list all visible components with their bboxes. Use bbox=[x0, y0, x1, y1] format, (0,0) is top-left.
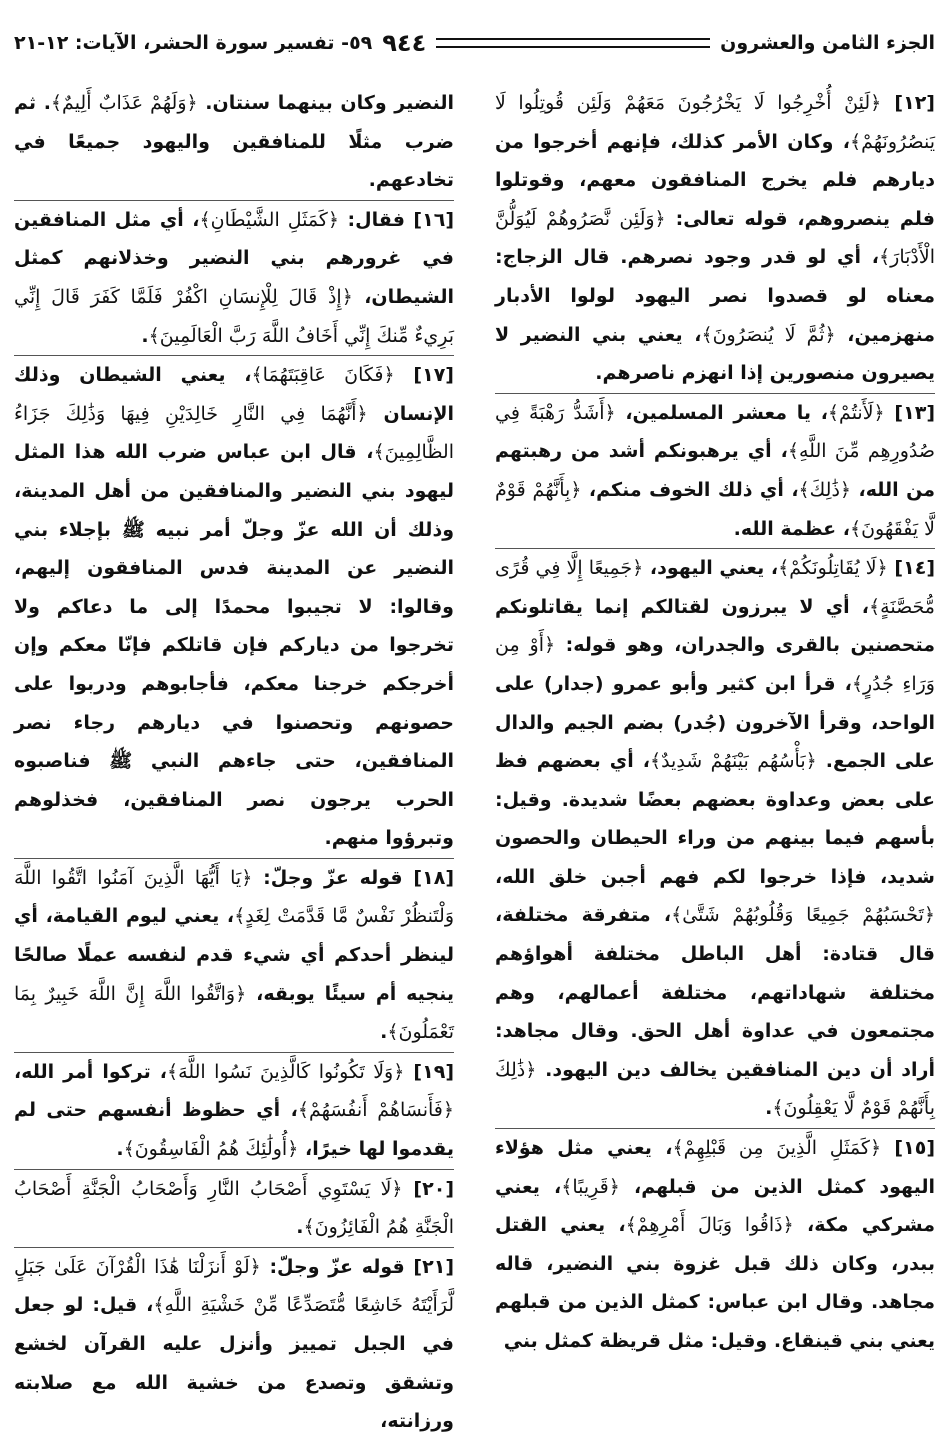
quran-verse: ﴿ثُمَّ لَا يُنصَرُونَ﴾ bbox=[701, 323, 836, 346]
surah-info: ٥٩- تفسير سورة الحشر، الآيات: ١٢-٢١ bbox=[14, 32, 373, 54]
quran-verse: ﴿أُولَٰئِكَ هُمُ الْفَاسِقُونَ﴾ bbox=[123, 1138, 299, 1161]
quran-verse: ﴿يَا أَيُّهَا الَّذِينَ آمَنُوا اتَّقُوا اللَّهَ وَلْتَنظُرْ نَفْسٌ مَّا قَدَّمَتْ لِغَدٍ﴾ bbox=[14, 866, 454, 928]
quran-verse: ﴿ذَٰلِكَ بِأَنَّهُمْ قَوْمٌ لَّا يَعْقِلُونَ﴾ bbox=[495, 1058, 935, 1120]
quran-verse: ﴿ذَٰلِكَ﴾ bbox=[798, 478, 852, 501]
quran-verse: ﴿وَلَهُمْ عَذَابٌ أَلِيمٌ﴾ bbox=[50, 92, 198, 114]
quran-verse: ﴿كَمَثَلِ الشَّيْطَانِ﴾ bbox=[199, 208, 339, 231]
quran-verse: ﴿جَمِيعًا إِلَّا فِي قُرًى مُّحَصَّنَةٍ﴾ bbox=[495, 557, 935, 618]
commentary-paragraph: [١٣] ﴿لَأَنتُمْ﴾، يا معشر المسلمين، ﴿أَشَدُّ رَهْبَةً فِي صُدُورِهِم مِّنَ اللَّهِ﴾، أي يرهبونكم أشد من رهبتهم من الله، ﴿ذَٰلِكَ﴾، أي ذلك الخوف منكم، ﴿بِأَنَّهُمْ قَوْمٌ لَّا يَفْقَهُونَ﴾، عظمة الله. bbox=[495, 393, 935, 548]
commentary-paragraph: [٢٠] ﴿لَا يَسْتَوِي أَصْحَابُ النَّارِ وَأَصْحَابُ الْجَنَّةِ أَصْحَابُ الْجَنَّةِ هُمُ الْفَائِزُونَ﴾. bbox=[14, 1169, 454, 1247]
quran-verse: ﴿وَاتَّقُوا اللَّهَ إِنَّ اللَّهَ خَبِيرٌ بِمَا تَعْمَلُونَ﴾ bbox=[14, 982, 454, 1044]
quran-verse: ﴿بِأَنَّهُمْ قَوْمٌ لَّا يَفْقَهُونَ﴾ bbox=[495, 478, 935, 540]
quran-verse: ﴿لَأَنتُمْ﴾ bbox=[827, 401, 885, 424]
quran-verse: ﴿لَوْ أَنزَلْنَا هَٰذَا الْقُرْآنَ عَلَىٰ جَبَلٍ لَّرَأَيْتَهُ خَاشِعًا مُّتَصَدِّعًا مِّنْ خَشْيَةِ اللَّهِ﴾ bbox=[14, 1255, 454, 1317]
page-number: ٩٤٤ bbox=[382, 29, 427, 57]
juz-title: الجزء الثامن والعشرون bbox=[720, 32, 935, 54]
quran-verse: ﴿لَا يُقَاتِلُونَكُمْ﴾ bbox=[778, 557, 888, 580]
quran-verse: ﴿أَوْ مِن وَرَاءِ جُدُرٍ﴾ bbox=[495, 634, 935, 695]
commentary-paragraph: النضير وكان بينهما سنتان. ﴿وَلَهُمْ عَذَابٌ أَلِيمٌ﴾. ثم ضرب مثلًا للمنافقين واليهود جميعًا في تخادعهم. bbox=[14, 92, 454, 192]
quran-verse: ﴿لَئِنْ أُخْرِجُوا لَا يَخْرُجُونَ مَعَهُمْ وَلَئِن قُوتِلُوا لَا يَنصُرُونَهُمْ﴾ bbox=[495, 92, 935, 153]
quran-verse: ﴿أَنَّهُمَا فِي النَّارِ خَالِدَيْنِ فِيهَا وَذَٰلِكَ جَزَاءُ الظَّالِمِينَ﴾ bbox=[14, 402, 454, 464]
commentary-paragraph: [٢١] قوله عزّ وجلّ: ﴿لَوْ أَنزَلْنَا هَٰذَا الْقُرْآنَ عَلَىٰ جَبَلٍ لَّرَأَيْتَهُ خَاشِعًا مُّتَصَدِّعًا مِّنْ خَشْيَةِ اللَّهِ﴾، قيل: لو جعل في الجبل تمييز وأنزل عليه القرآن لخشع وتشقق وتصدع من خشية الله مع صلابته ورزانته، bbox=[14, 1247, 454, 1441]
quran-verse: ﴿وَلَئِن نَّصَرُوهُمْ لَيُوَلُّنَّ الْأَدْبَارَ﴾ bbox=[495, 207, 935, 269]
left-text-column bbox=[14, 84, 455, 1433]
quran-verse: ﴿قَرِيبًا﴾ bbox=[561, 1175, 620, 1198]
quran-verse: ﴿لَا يَسْتَوِي أَصْحَابُ النَّارِ وَأَصْحَابُ الْجَنَّةِ أَصْحَابُ الْجَنَّةِ هُمُ الْفَائِزُونَ﴾ bbox=[14, 1177, 454, 1239]
quran-verse: ﴿ذَاقُوا وَبَالَ أَمْرِهِمْ﴾ bbox=[625, 1214, 794, 1237]
quran-verse: ﴿كَمَثَلِ الَّذِينَ مِن قَبْلِهِمْ﴾ bbox=[672, 1137, 882, 1160]
commentary-paragraph: [١٢] ﴿لَئِنْ أُخْرِجُوا لَا يَخْرُجُونَ مَعَهُمْ وَلَئِن قُوتِلُوا لَا يَنصُرُونَهُمْ﴾، وكان الأمر كذلك، فإنهم أخرجوا من ديارهم فلم يخرج المنافقون معهم، وقوتلوا فلم ينصروهم، قوله تعالى: ﴿وَلَئِن نَّصَرُوهُمْ لَيُوَلُّنَّ الْأَدْبَارَ﴾، أي لو قدر وجود نصرهم. قال الزجاج: معناه لو قصدوا نصر اليهود لولوا الأدبار منهزمين، ﴿ثُمَّ لَا يُنصَرُونَ﴾، يعني بني النضير لا يصيرون منصورين إذا انهزم ناصرهم. bbox=[495, 92, 935, 385]
commentary-paragraph: [١٥] ﴿كَمَثَلِ الَّذِينَ مِن قَبْلِهِمْ﴾، يعني مثل هؤلاء اليهود كمثل الذين من قبلهم، ﴿قَرِيبًا﴾، يعني مشركي مكة، ﴿ذَاقُوا وَبَالَ أَمْرِهِمْ﴾، يعني القتل ببدر، وكان ذلك قبل غزوة بني النضير، قاله مجاهد. وقال ابن عباس: كمثل الذين من قبلهم يعني بني قينقاع. وقيل: مثل قريظة كمثل بني bbox=[495, 1128, 935, 1361]
page-header bbox=[14, 18, 935, 68]
commentary-paragraph: [١٧] ﴿فَكَانَ عَاقِبَتَهُمَا﴾، يعني الشيطان وذلك الإنسان ﴿أَنَّهُمَا فِي النَّارِ خَالِدَيْنِ فِيهَا وَذَٰلِكَ جَزَاءُ الظَّالِمِينَ﴾، قال ابن عباس ضرب الله هذا المثل ليهود بني النضير والمنافقين من أهل المدينة، وذلك أن الله عزّ وجلّ أمر نبيه ﷺ بإجلاء بني النضير عن المدينة فدس المنافقون إليهم، وقالوا: لا تجيبوا محمدًا إلى ما دعاكم ولا تخرجوا من دياركم فإن قاتلكم فإنّا معكم وإن أخرجكم خرجنا معكم، فأجابوهم ودربوا على حصونهم وتحصنوا في ديارهم رجاء نصر المنافقين، حتى جاءهم النبي ﷺ فناصبوه الحرب يرجون نصر المنافقين، فخذلوهم وتبرؤوا منهم. bbox=[14, 355, 454, 858]
commentary-paragraph: [١٩] ﴿وَلَا تَكُونُوا كَالَّذِينَ نَسُوا اللَّهَ﴾، تركوا أمر الله، ﴿فَأَنسَاهُمْ أَنفُسَهُمْ﴾، أي حظوظ أنفسهم حتى لم يقدموا لها خيرًا، ﴿أُولَٰئِكَ هُمُ الْفَاسِقُونَ﴾. bbox=[14, 1052, 454, 1169]
quran-verse: ﴿وَلَا تَكُونُوا كَالَّذِينَ نَسُوا اللَّهَ﴾ bbox=[167, 1060, 405, 1083]
quran-verse: ﴿بَأْسُهُم بَيْنَهُمْ شَدِيدٌ﴾ bbox=[649, 750, 817, 773]
right-text-column bbox=[495, 84, 935, 1374]
commentary-paragraph: [١٦] فقال: ﴿كَمَثَلِ الشَّيْطَانِ﴾، أي مثل المنافقين في غرورهم بني النضير وخذلانهم كمثل الشيطان، ﴿إِذْ قَالَ لِلْإِنسَانِ اكْفُرْ فَلَمَّا كَفَرَ قَالَ إِنِّي بَرِيءٌ مِّنكَ إِنِّي أَخَافُ اللَّهَ رَبَّ الْعَالَمِينَ﴾. bbox=[14, 200, 454, 355]
quran-verse: ﴿إِذْ قَالَ لِلْإِنسَانِ اكْفُرْ فَلَمَّا كَفَرَ قَالَ إِنِّي بَرِيءٌ مِّنكَ إِنِّي أَخَافُ اللَّهَ رَبَّ الْعَالَمِينَ﴾ bbox=[14, 285, 454, 347]
header-divider bbox=[436, 38, 710, 48]
quran-verse: ﴿فَأَنسَاهُمْ أَنفُسَهُمْ﴾ bbox=[297, 1099, 454, 1122]
quran-verse: ﴿أَشَدُّ رَهْبَةً فِي صُدُورِهِم مِّنَ اللَّهِ﴾ bbox=[495, 401, 935, 463]
commentary-paragraph: [١٨] قوله عزّ وجلّ: ﴿يَا أَيُّهَا الَّذِينَ آمَنُوا اتَّقُوا اللَّهَ وَلْتَنظُرْ نَفْسٌ مَّا قَدَّمَتْ لِغَدٍ﴾، يعني ليوم القيامة، أي لينظر أحدكم أي شيء قدم لنفسه عملًا صالحًا ينجيه أم سيئًا يوبقه، ﴿وَاتَّقُوا اللَّهَ إِنَّ اللَّهَ خَبِيرٌ بِمَا تَعْمَلُونَ﴾. bbox=[14, 858, 454, 1052]
commentary-paragraph: [١٤] ﴿لَا يُقَاتِلُونَكُمْ﴾، يعني اليهود، ﴿جَمِيعًا إِلَّا فِي قُرًى مُّحَصَّنَةٍ﴾، أي لا يبرزون لقتالكم إنما يقاتلونكم متحصنين بالقرى والجدران، وهو قوله: ﴿أَوْ مِن وَرَاءِ جُدُرٍ﴾، قرأ ابن كثير وأبو عمرو (جدار) على الواحد، وقرأ الآخرون (جُدر) بضم الجيم والدال على الجمع. ﴿بَأْسُهُم بَيْنَهُمْ شَدِيدٌ﴾، أي بعضهم فظ على بعض وعداوة بعضهم بعضًا شديدة. وقيل: بأسهم فيما بينهم من وراء الحيطان والحصون شديد، فإذا خرجوا لكم فهم أجبن خلق الله، ﴿تَحْسَبُهُمْ جَمِيعًا وَقُلُوبُهُمْ شَتَّىٰ﴾، متفرقة مختلفة، قال قتادة: أهل الباطل مختلفة أهواؤهم مختلفة شهاداتهم، مختلفة أعمالهم، وهم مجتمعون في عداوة أهل الحق. وقال مجاهد: أراد أن دين المنافقين يخالف دين اليهود. ﴿ذَٰلِكَ بِأَنَّهُمْ قَوْمٌ لَّا يَعْقِلُونَ﴾. bbox=[495, 548, 935, 1128]
quran-verse: ﴿فَكَانَ عَاقِبَتَهُمَا﴾ bbox=[251, 364, 395, 387]
quran-verse: ﴿تَحْسَبُهُمْ جَمِيعًا وَقُلُوبُهُمْ شَتَّىٰ﴾ bbox=[671, 904, 935, 927]
